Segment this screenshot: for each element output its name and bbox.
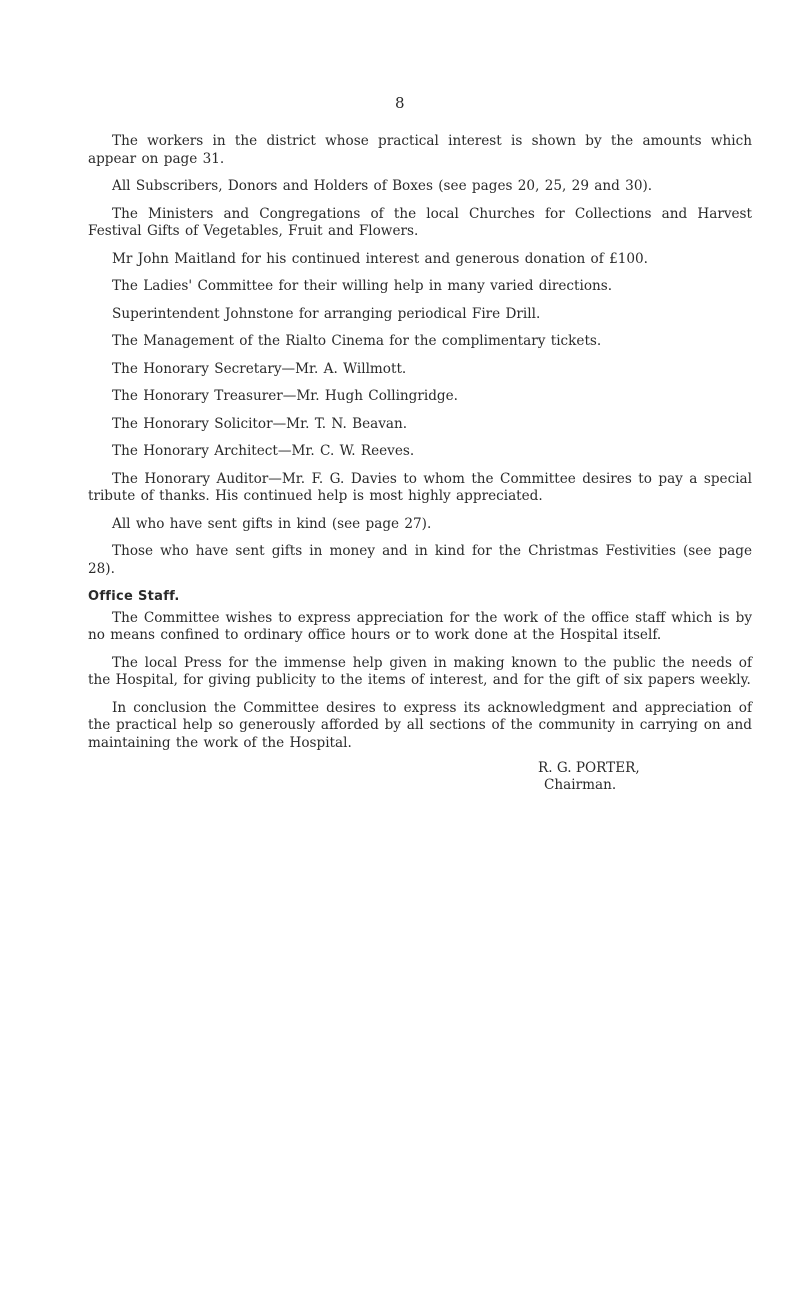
paragraph-hon-solicitor: The Honorary Solicitor—Mr. T. N. Beavan.: [112, 415, 408, 432]
paragraph-maitland: Mr John Maitland for his continued interest and generous donation of £100.: [112, 250, 648, 267]
signature-name: R. G. PORTER,: [538, 760, 640, 776]
signature-block: [538, 760, 752, 794]
page-number: 8: [394, 94, 406, 112]
paragraph-gifts-in-kind: All who have sent gifts in kind (see page 27).: [112, 515, 432, 532]
paragraph-rialto-cinema: The Management of the Rialto Cinema for the complimentary tickets.: [112, 333, 602, 349]
paragraph-ministers: The Ministers and Congregations of the local Churches for Collections and Harvest Festival Gifts of Vegetables, Fruit and Flowers.: [88, 205, 752, 239]
paragraph-superintendent: Superintendent Johnstone for arranging periodical Fire Drill.: [112, 305, 541, 322]
paragraph-local-press: The local Press for the immense help given in making known to the public the needs of the Hospital, for giving publicity to the items of interest, and for the gift of six papers weekly.: [88, 654, 752, 688]
signature-title: Chairman.: [544, 777, 617, 793]
paragraph-hon-secretary: The Honorary Secretary—Mr. A. Willmott.: [112, 360, 407, 377]
paragraph-conclusion: In conclusion the Committee desires to express its acknowledgment and appreciation of the practical help so generously afforded by all sections of the community in carrying on and maintaining the work of the Hospital.: [88, 699, 752, 751]
document-body: [88, 133, 752, 794]
paragraph-hon-auditor: The Honorary Auditor—Mr. F. G. Davies to whom the Committee desires to pay a special tribute of thanks. His continued help is most highly appreciated.: [88, 470, 752, 504]
paragraph-office-staff: The Committee wishes to express appreciation for the work of the office staff which is by no means confined to ordinary office hours or to work done at the Hospital itself.: [88, 609, 752, 643]
paragraph-ladies-committee: The Ladies' Committee for their willing help in many varied directions.: [112, 278, 613, 294]
office-staff-heading: Office Staff.: [88, 589, 180, 604]
paragraph-hon-treasurer: The Honorary Treasurer—Mr. Hugh Collingridge.: [112, 388, 459, 404]
paragraph-workers: The workers in the district whose practical interest is shown by the amounts which appear on page 31.: [88, 133, 752, 167]
paragraph-subscribers: All Subscribers, Donors and Holders of Boxes (see pages 20, 25, 29 and 30).: [112, 178, 653, 194]
paragraph-hon-architect: The Honorary Architect—Mr. C. W. Reeves.: [112, 443, 415, 459]
paragraph-christmas-gifts: Those who have sent gifts in money and in kind for the Christmas Festivities (see page 28).: [88, 543, 752, 577]
